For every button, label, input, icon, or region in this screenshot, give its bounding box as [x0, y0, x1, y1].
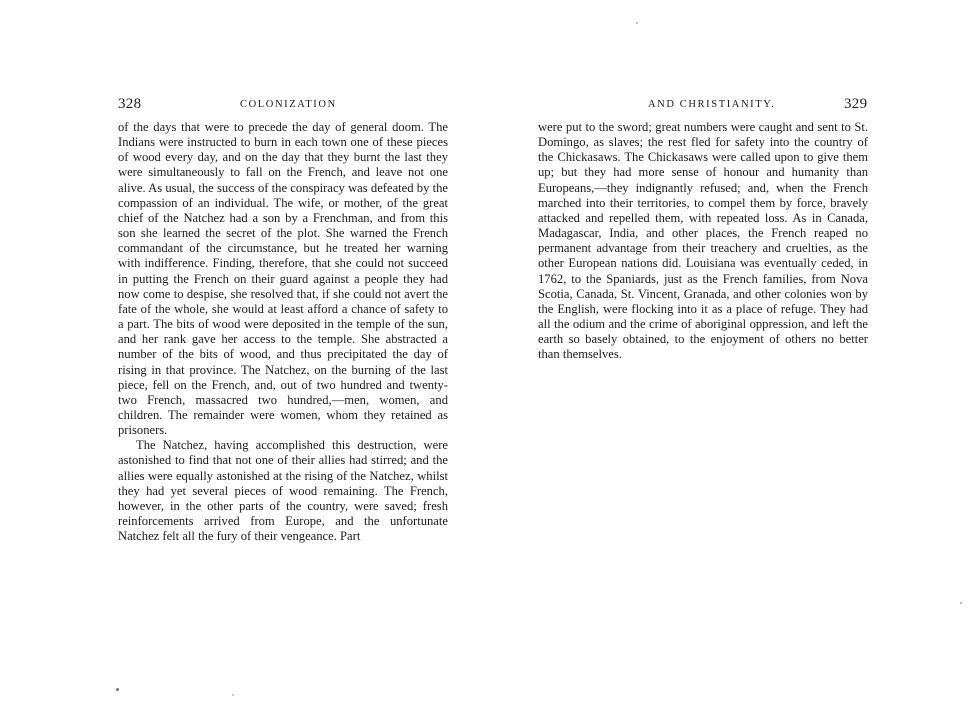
page-number: 329	[844, 96, 868, 112]
scan-speck	[960, 602, 962, 604]
scan-speck	[116, 688, 119, 691]
page-body	[118, 120, 448, 544]
paragraph: The Natchez, having accomplished this destruction, were astonished to find that not one of their allies had stirred; and the allies were equally astonished at the rising of the Natchez, whilst they had yet several pieces of wood remaining. The French, however, in the other parts of the country, were saved; fresh reinforcements arrived from Europe, and the unfortunate Natchez felt all the fury of their vengeance. Part	[118, 438, 448, 544]
scan-speck	[232, 694, 234, 696]
page-body	[538, 120, 868, 363]
scan-speck	[636, 22, 638, 24]
paragraph: of the days that were to precede the day of general doom. The Indians were instructed to burn in each town one of these pieces of wood every day, and on the day that they burnt the last they were simultaneously to fall on the French, and leave not one alive. As usual, the success of the conspiracy was defeated by the compassion of an individual. The wife, or mother, of the great chief of the Natchez had a son by a Frenchman, and from this son she learned the secret of the plot. She warned the French commandant of the circumstance, but he treated her warning with indifference. Finding, therefore, that she could not succeed in putting the French on their guard against a people they had now come to despise, she resolved that, if she could not avert the fate of the whole, she would at least afford a chance of safety to a part. The bits of wood were deposited in the temple of the sun, and her rank gave her access to the temple. She abstracted a number of the bits of wood, and thus precipitated the day of rising in that province. The Natchez, on the burning of the last piece, fell on the French, and, out of two hundred and twenty-two French, massacred two hundred,—men, women, and children. The remainder were women, whom they retained as prisoners.	[118, 120, 448, 438]
running-title: AND CHRISTIANITY.	[648, 99, 776, 110]
right-page	[490, 0, 980, 724]
paragraph: were put to the sword; great numbers were caught and sent to St. Domingo, as slaves; the rest fled for safety into the country of the Chickasaws. The Chickasaws were called upon to give them up; but they had more sense of honour and humanity than Europeans,—they indignantly refused; and, when the French marched into their territories, to compel them by force, bravely attacked and repelled them, with repeated loss. As in Canada, Madagascar, India, and other places, the French reaped no permanent advantage from their treachery and cruelties, as the other European nations did. Louisiana was eventually ceded, in 1762, to the Spaniards, just as the French families, from Nova Scotia, Canada, St. Vincent, Granada, and other colonies won by the English, were flocking into it as a place of refuge. They had all the odium and the crime of aboriginal oppression, and left the earth so basely obtained, to the enjoyment of others no better than themselves.	[538, 120, 868, 362]
running-title: COLONIZATION	[240, 99, 337, 110]
page-number: 328	[118, 96, 142, 112]
